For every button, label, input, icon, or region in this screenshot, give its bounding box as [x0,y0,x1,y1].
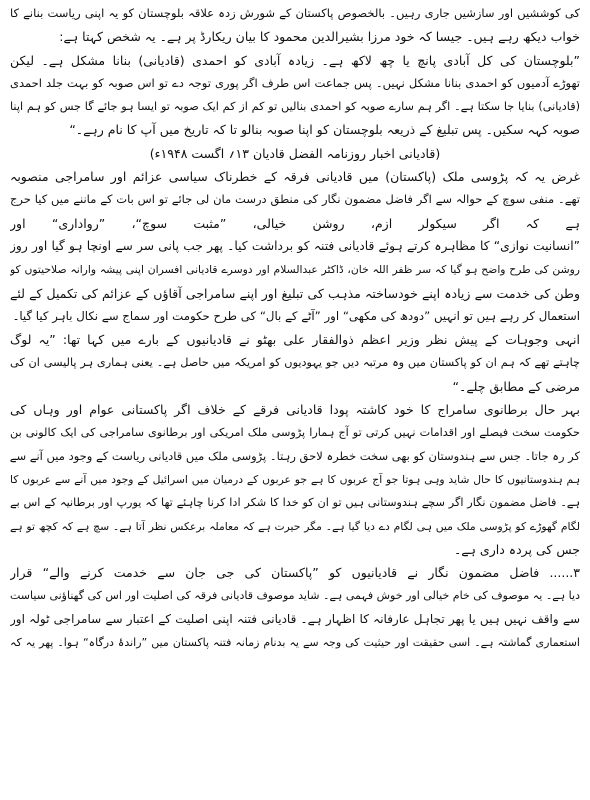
paragraph-line: سے واقف نہیں ہیں یا پھر تجاہل عارفانہ کا اظہار ہے۔ قادیانی فتنہ اپنی اصلیت کے اعتبار سے سامراجی ٹولہ اور [10,611,580,626]
paragraph-line: ہے کہ اگر سیکولر ازم، روشن خیالی، ”مثبت سوچ“، ”رواداری“ اور [10,215,580,231]
paragraph-line: ہم ہندوستانیوں کا حال شاید وہی ہوتا جو آج عربوں کا ہے جو عربوں کے درمیان میں اسرائیل کے وجود میں آنے سے عربوں کا [10,472,580,486]
quote-line: تھوڑے آدمیوں کو احمدی بنانا مشکل نہیں۔ پس جماعت اس طرف اگر پوری توجہ دے تو اس صوبہ کو بہت جلد احمدی [10,75,580,90]
paragraph-line: استعماری گماشتہ ہے۔ اسی حقیقت اور حیثیت کی وجہ سے یہ بدنام زمانہ فتنہ پاکستان میں ”راندۂ درگاہ“ ہوا۔ پھر یہ کہ [10,636,580,650]
paragraph-line: انہی وجوہات کے پیش نظر وزیر اعظم ذوالفقار علی بھٹو نے قادیانیوں کے بارے میں کہا تھا: ”یہ لوگ [10,332,580,348]
citation-line: (قادیانی اخبار روزنامہ الفضل قادیان ۱۳؍ اگست ۱۹۴۸ء) [149,145,441,161]
paragraph-line: استعمال کر رہے ہیں تو انہیں ”دودھ کی مکھی“ اور ”آٹے کے بال“ کی طرح حکومت اور سماج سے نکال باہر کیا گیا۔ [12,308,580,323]
paragraph-line: مرضی کے مطابق چلے۔“ [452,378,580,394]
paragraph-line: جس کی پردہ داری ہے۔ [453,541,580,557]
paragraph-line: بہر حال برطانوی سامراج کا خود کاشتہ پودا قادیانی فرقے کے خلاف اگر پاکستانی عوام اور وہاں کی [10,402,580,418]
paragraph-line: ہے۔ فاضل مضمون نگار اگر سچے ہندوستانی ہیں تو ان کو خدا کا شکر ادا کرنا چاہئے تھا کہ یورپ اور برطانیہ کے اس بے [10,496,580,510]
quote-line: (قادیانی) بنایا جا سکتا ہے۔ اگر ہم سارے صوبہ کو احمدی بنالیں تو کم از کم ایک صوبہ تو ایسا ہو جائے گا جس کو ہم اپنا [10,100,580,114]
paragraph-line: غرض یہ کہ پڑوسی ملک (پاکستان) میں قادیانی فرقہ کے خطرناک سیاسی عزائم اور سامراجی منصوبہ [10,169,580,185]
paragraph-line: خواب دیکھ رہے ہیں۔ جیسا کہ خود مرزا بشیرالدین محمود کا بیان ریکارڈ پر ہے۔ یہ شخص کہتا ہے: [59,29,580,45]
paragraph-line: ”انسانیت نوازی“ کا مظاہرہ کرتے ہوئے قادیانی فتنہ کو برداشت کیا۔ پھر جب پانی سر سے اونچا ہو گیا اور روز [10,238,580,253]
paragraph-line: روشن کی طرح واضح ہو گیا کہ سر ظفر اللہ خان، ڈاکٹر عبدالسلام اور دوسرے قادیانی افسران اپنی پیشہ وارانہ صلاحیتوں کو [10,263,580,277]
paragraph-line: دیا ہے۔ یہ موصوف کی خام خیالی اور خوش فہمی ہے۔ شاید موصوف قادیانی فرقہ کی اصلیت اور اس کی گھناؤنی سیاست [10,589,580,603]
paragraph-line: لگام گھوڑے کو پڑوسی ملک میں ہی لگام دے دیا گیا ہے۔ مگر حیرت ہے کہ معاملہ برعکس نظر آتا ہے۔ سچ ہے کہ کچھ تو ہے [10,519,580,533]
paragraph-line: حکومت سخت فیصلے اور اقدامات نہیں کرتی تو آج ہمارا پڑوسی ملک امریکی اور برطانوی سامراجی کی ایک کالونی بن [10,426,580,440]
paragraph-line: چاہتے تھے کہ ہم ان کو پاکستان میں وہ مرتبہ دیں جو یہودیوں کو امریکہ میں حاصل ہے۔ یعنی ہماری ہر پالیسی ان کی [10,356,580,370]
paragraph-line: ۳...... فاضل مضمون نگار نے قادیانیوں کو ”پاکستان کی جی جان سے خدمت کرنے والے“ قرار [10,565,580,581]
paragraph-line: تھے۔ منفی سوچ کے حوالہ سے اگر فاضل مضمون نگار کی منطق درست مان لی جائے تو اس بات کے ماننے میں کیا حرج [10,192,580,207]
paragraph-line: وطن کی خدمت سے زیادہ اپنے خودساختہ مذہب کی تبلیغ اور اپنے سامراجی آقاؤں کے عزائم کی تکمیل کے لئے [10,285,580,301]
quote-line: ”بلوچستان کی کل آبادی پانچ یا چھ لاکھ ہے۔ زیادہ آبادی کو احمدی (قادیانی) بنانا مشکل ہے۔ لیکن [10,52,580,68]
quote-line: صوبہ کہہ سکیں۔ پس تبلیغ کے ذریعہ بلوچستان کو اپنا صوبہ بنالو تا کہ تاریخ میں آپ کا نام رہے۔“ [69,122,580,138]
paragraph-line: کی کوششیں اور سازشیں جاری رہیں۔ بالخصوص پاکستان کے شورش زدہ علاقہ بلوچستان کو یہ اپنی ریاست بنانے کا [10,6,580,20]
paragraph-line: کر رہ جاتا۔ جس سے ہندوستان کو بھی سخت خطرہ لاحق رہتا۔ پڑوسی ملک میں قادیانی ریاست کے وجود میں آنے سے [10,448,580,463]
